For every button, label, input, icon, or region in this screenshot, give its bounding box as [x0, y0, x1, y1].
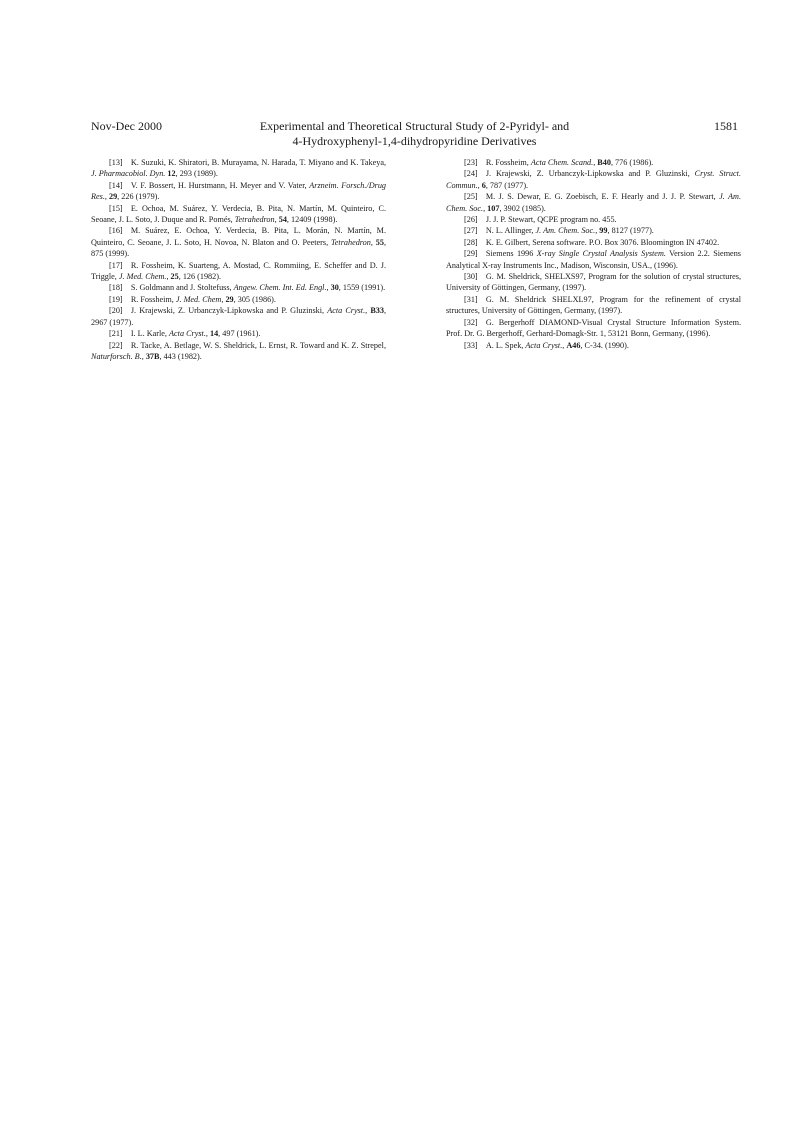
reference-text: ,	[593, 158, 598, 167]
running-title	[91, 119, 738, 149]
reference-text: ,	[166, 272, 171, 282]
reference-text: M. J. S. Dewar, E. G. Zoebisch, E. F. Hearly and J. J. P. Stewart,	[485, 192, 720, 202]
reference-volume: 54	[278, 215, 287, 225]
reference-text: , 2967 (1977).	[91, 306, 387, 327]
reference-text: , 126 (1982).	[178, 272, 222, 282]
reference-number: [17]	[109, 260, 123, 270]
reference-number: [26]	[464, 215, 478, 225]
reference-journal: J. Med. Chem.	[118, 272, 167, 282]
reference-item	[446, 237, 741, 248]
reference-text: ,	[365, 306, 371, 316]
reference-number: [14]	[109, 180, 123, 190]
reference-volume: 30	[330, 283, 339, 293]
reference-text: , 497 (1961).	[218, 329, 261, 339]
reference-item	[91, 328, 386, 339]
reference-item	[446, 214, 741, 225]
reference-item	[446, 225, 741, 236]
running-title-line-2: 4-Hydroxyphenyl-1,4-dihydropyridine Derivatives	[292, 134, 537, 148]
reference-volume: 12	[167, 169, 176, 179]
reference-text: R. Tacke, A. Betlage, W. S. Sheldrick, L. Ernst, R. Toward and K. Z. Strepel,	[130, 340, 386, 350]
reference-item	[446, 168, 741, 191]
reference-text: J. Krajewski, Z. Urbanczyk-Lipkowska and P. Gluzinski,	[485, 169, 695, 179]
reference-text: ,	[477, 180, 482, 190]
reference-item	[91, 340, 386, 363]
reference-text: ,	[595, 226, 600, 236]
reference-item	[91, 282, 386, 293]
reference-journal: X-ray Single Crystal Analysis System.	[536, 249, 666, 259]
reference-journal: Acta Cryst.	[525, 340, 563, 350]
reference-number: [33]	[464, 340, 478, 350]
reference-volume: 29	[225, 294, 234, 304]
reference-item	[446, 340, 741, 351]
reference-text: , 787 (1977).	[485, 180, 529, 190]
reference-text: N. L. Allinger,	[485, 226, 536, 236]
reference-journal: Tetrahedron	[330, 237, 371, 247]
running-title-line-1: Experimental and Theoretical Structural Study of 2-Pyridyl- and	[259, 119, 570, 133]
reference-text: R. Fossheim,	[130, 294, 176, 304]
reference-text: A. L. Spek,	[485, 340, 526, 350]
reference-item	[446, 271, 741, 294]
reference-number: [30]	[464, 272, 478, 282]
reference-item	[91, 305, 386, 328]
reference-item	[446, 248, 741, 271]
reference-text: ,	[483, 203, 488, 213]
reference-journal: J. Am. Chem. Soc.	[535, 226, 596, 236]
reference-volume: 29	[108, 192, 118, 202]
running-header	[91, 119, 738, 153]
reference-text: ,	[370, 237, 376, 247]
reference-item	[91, 203, 386, 226]
reference-number: [25]	[464, 192, 478, 202]
issue-date: Nov-Dec 2000	[91, 119, 162, 133]
reference-journal: Arzneim. Forsch./Drug Res.	[91, 180, 387, 202]
reference-journal: Acta Chem. Scand.	[530, 158, 594, 167]
reference-journal: Acta Cryst.	[169, 329, 206, 339]
reference-journal: J. Am. Chem. Soc.	[446, 192, 741, 213]
reference-journal: Tetrahedron	[234, 215, 275, 225]
reference-text: ,	[205, 329, 210, 339]
reference-item	[91, 180, 386, 203]
reference-text: M. Suárez, E. Ochoa, Y. Verdecia, B. Pita, L. Morán, N. Martín, M. Quinteiro, C. Seoane, J. L. Soto, H. Novoa, N. Blaton and O. Peeters,	[91, 226, 386, 247]
reference-number: [19]	[109, 294, 123, 304]
reference-volume: B40	[597, 158, 611, 167]
reference-text: ,	[326, 283, 331, 293]
reference-volume: A46	[566, 340, 581, 350]
references-left-column	[91, 157, 386, 362]
reference-text: , 776 (1986).	[610, 158, 654, 167]
reference-item	[446, 294, 741, 317]
reference-journal: Acta Cryst.	[327, 306, 366, 316]
reference-text: ,	[221, 294, 226, 304]
reference-item	[446, 191, 741, 214]
reference-text: S. Goldmann and J. Stoltefuss,	[130, 283, 234, 293]
reference-number: [18]	[109, 283, 123, 293]
reference-number: [20]	[109, 306, 123, 316]
reference-journal: J. Pharmacobiol. Dyn.	[91, 169, 166, 179]
reference-volume: 107	[487, 203, 500, 213]
reference-volume: B33	[370, 306, 384, 316]
reference-item	[446, 317, 741, 340]
reference-text: , 293 (1989).	[175, 169, 218, 179]
reference-item	[91, 260, 386, 283]
reference-item	[91, 157, 386, 180]
reference-journal: Naturforsch. B.	[91, 351, 142, 361]
reference-text: G. M. Sheldrick SHELXL97, Program for the refinement of crystal structures, University of Göttingen, Germany, (1997).	[446, 294, 741, 316]
reference-text: R. Fossheim, K. Suarteng, A. Mostad, C. Rommiing, E. Scheffer and D. J. Triggle,	[91, 260, 386, 282]
reference-text: , 226 (1979).	[117, 192, 160, 202]
reference-journal: J. Med. Chem	[175, 294, 222, 304]
reference-text: ,	[274, 215, 279, 225]
reference-text: K. E. Gilbert, Serena software. P.O. Box 3076. Bloomington IN 47402.	[485, 237, 720, 247]
reference-number: [15]	[109, 203, 123, 213]
reference-text: , 8127 (1977).	[607, 226, 654, 236]
reference-text: Siemens 1996	[485, 249, 537, 259]
reference-text: , 12409 (1998).	[286, 215, 338, 225]
reference-number: [32]	[464, 317, 478, 327]
reference-text: ,	[141, 351, 146, 361]
reference-number: [28]	[464, 237, 478, 247]
reference-number: [31]	[464, 294, 478, 304]
reference-number: [29]	[464, 249, 478, 259]
reference-number: [16]	[109, 226, 123, 236]
reference-text: R. Fossheim,	[485, 158, 531, 167]
reference-number: [22]	[109, 340, 123, 350]
reference-text: , 875 (1999).	[91, 237, 386, 259]
reference-volume: 6	[481, 180, 486, 190]
reference-volume: 55	[375, 237, 384, 247]
reference-volume: 99	[599, 226, 608, 236]
reference-text: ,	[562, 340, 567, 350]
reference-text: V. F. Bossert, H. Hurstmann, H. Meyer and V. Vater,	[130, 180, 310, 190]
reference-item	[446, 157, 741, 168]
references-right-column	[446, 157, 741, 351]
reference-volume: 25	[170, 272, 179, 282]
reference-text: , 1559 (1991).	[338, 283, 386, 293]
reference-number: [13]	[109, 158, 123, 167]
page-number: 1581	[714, 119, 738, 133]
reference-number: [21]	[109, 329, 123, 339]
reference-text: K. Suzuki, K. Shiratori, B. Murayama, N. Harada, T. Miyano and K. Takeya,	[130, 158, 386, 167]
reference-text: , 305 (1986).	[233, 294, 276, 304]
reference-text: ,	[104, 192, 109, 202]
reference-number: [24]	[464, 169, 478, 179]
reference-text: I. L. Karle,	[130, 329, 170, 339]
reference-text: E. Ochoa, M. Suárez, Y. Verdecia, B. Pita, N. Martín, M. Quinteiro, C. Seoane, J. L. Soto, J. Duque and R. Pomés,	[91, 203, 386, 225]
reference-number: [27]	[464, 226, 478, 236]
reference-journal: Cryst. Struct. Commun.	[446, 169, 741, 190]
reference-text: J. J. P. Stewart, QCPE program no. 455.	[485, 215, 617, 225]
reference-volume: 37B	[145, 351, 160, 361]
reference-text: , C-34. (1990).	[580, 340, 629, 350]
reference-item	[91, 225, 386, 259]
reference-item	[91, 294, 386, 305]
reference-text: G. M. Sheldrick, SHELXS97, Program for the solution of crystal structures, University of Göttingen, Germany, (1997).	[446, 272, 741, 293]
reference-text: , 3902 (1985).	[499, 203, 546, 213]
reference-text: , 443 (1982).	[159, 351, 202, 361]
reference-journal: Angew. Chem. Int. Ed. Engl.	[233, 283, 327, 293]
reference-text: J. Krajewski, Z. Urbanczyk-Lipkowska and P. Gluzinski,	[130, 306, 328, 316]
reference-text: Version 2.2. Siemens Analytical X-ray Instruments Inc., Madison, Wisconsin, USA., (1996).	[446, 249, 741, 270]
reference-volume: 14	[209, 329, 219, 339]
reference-number: [23]	[464, 158, 478, 167]
reference-text: G. Bergerhoff DIAMOND-Visual Crystal Structure Information System. Prof. Dr. G. Bergerhoff, Gerhard-Domagk-Str. 1, 53121 Bonn, Germany, (1996).	[446, 317, 741, 339]
